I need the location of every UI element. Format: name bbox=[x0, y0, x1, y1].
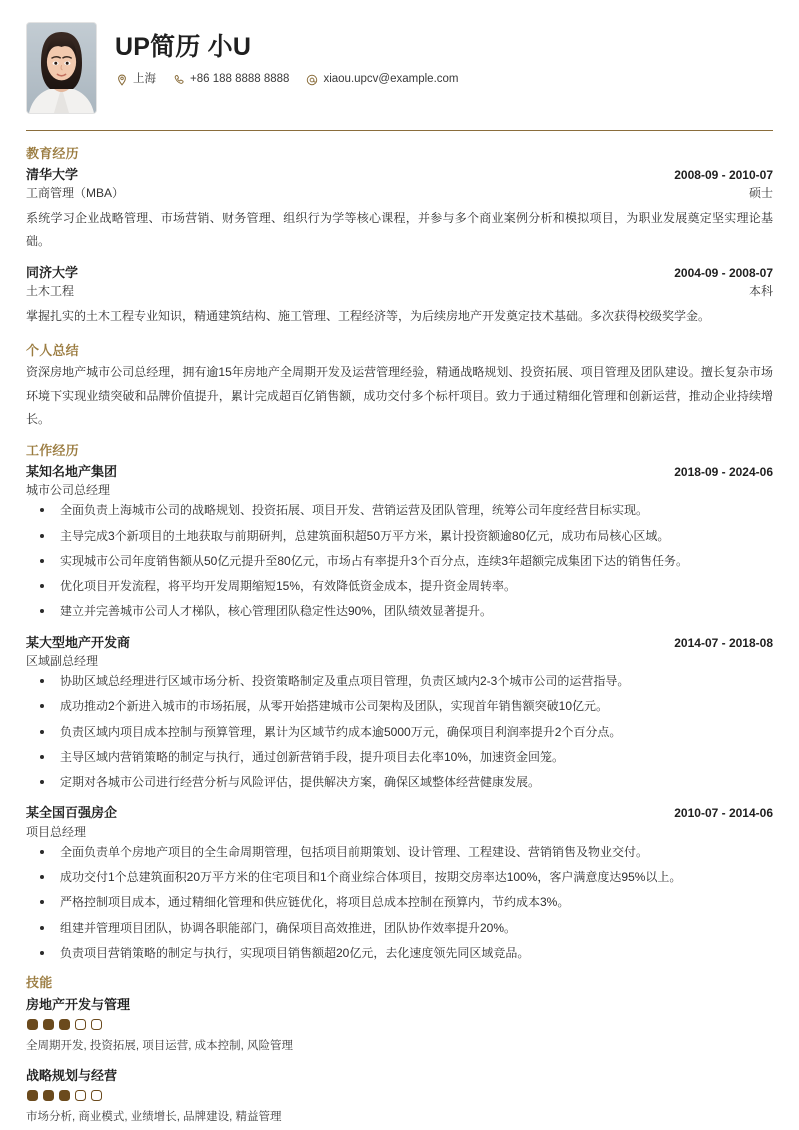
list-item: 成功推动2个新进入城市的市场拓展，从零开始搭建城市公司架构及团队，实现首年销售额突破10亿元。 bbox=[26, 697, 773, 715]
education-degree: 硕士 bbox=[748, 186, 773, 201]
skill-rating bbox=[27, 1019, 773, 1030]
work-role: 项目总经理 bbox=[26, 824, 87, 839]
education-major: 工商管理（MBA） bbox=[26, 186, 125, 201]
list-item: 成功交付1个总建筑面积20万平方米的住宅项目和1个商业综合体项目，按期交房率达100%，客户满意度达95%以上。 bbox=[26, 868, 773, 886]
skill-block bbox=[26, 994, 773, 1055]
email-at-icon bbox=[305, 74, 318, 87]
contact-phone-text: +86 188 8888 8888 bbox=[190, 73, 290, 86]
skill-name: 战略规划与经营 bbox=[26, 1068, 118, 1084]
skill-dot-empty bbox=[91, 1019, 102, 1030]
list-item: 负责区域内项目成本控制与预算管理，累计为区域节约成本逾5000万元，确保项目利润率提升2个百分点。 bbox=[26, 723, 773, 741]
work-entry bbox=[26, 803, 773, 962]
contact-email-text: xiaou.upcv@example.com bbox=[323, 73, 459, 86]
list-item: 协助区域总经理进行区域市场分析、投资策略制定及重点项目管理，负责区域内2-3个城市公司的运营指导。 bbox=[26, 672, 773, 690]
phone-icon bbox=[172, 74, 185, 87]
section-title-education: 教育经历 bbox=[26, 146, 79, 161]
work-bullet-list bbox=[26, 501, 773, 620]
work-entry bbox=[26, 462, 773, 621]
avatar bbox=[26, 22, 97, 114]
section-title-work: 工作经历 bbox=[26, 443, 79, 459]
contact-location bbox=[115, 74, 156, 87]
skill-dot-filled bbox=[27, 1019, 38, 1030]
list-item: 建立并完善城市公司人才梯队，核心管理团队稳定性达90%，团队绩效显著提升。 bbox=[26, 602, 773, 620]
work-company: 某大型地产开发商 bbox=[26, 634, 131, 650]
education-date: 2004-09 - 2008-07 bbox=[674, 265, 773, 280]
list-item: 全面负责上海城市公司的战略规划、投资拓展、项目开发、营销运营及团队管理，统筹公司年度经营目标实现。 bbox=[26, 501, 773, 519]
skill-dot-empty bbox=[75, 1019, 86, 1030]
contact-email bbox=[305, 74, 458, 87]
work-date: 2018-09 - 2024-06 bbox=[674, 464, 773, 479]
header-divider bbox=[26, 130, 773, 131]
contact-location-text: 上海 bbox=[133, 73, 156, 86]
education-date: 2008-09 - 2010-07 bbox=[674, 167, 773, 182]
list-item: 实现城市公司年度销售额从50亿元提升至80亿元，市场占有率提升3个百分点，连续3年超额完成集团下达的销售任务。 bbox=[26, 552, 773, 570]
section-title-summary: 个人总结 bbox=[26, 342, 79, 358]
section-education bbox=[26, 145, 773, 329]
skill-dot-filled bbox=[43, 1019, 54, 1030]
list-item: 组建并管理项目团队，协调各职能部门，确保项目高效推进，团队协作效率提升20%。 bbox=[26, 919, 773, 937]
skill-dot-empty bbox=[75, 1090, 86, 1101]
list-item: 主导完成3个新项目的土地获取与前期研判，总建筑面积超50万平方米，累计投资额逾80亿元，成功布局核心区域。 bbox=[26, 527, 773, 545]
education-description: 系统学习企业战略管理、市场营销、财务管理、组织行为学等核心课程，并参与多个商业案例分析和模拟项目，为职业发展奠定坚实理论基础。 bbox=[26, 211, 773, 249]
resume-header bbox=[26, 0, 773, 124]
skill-block bbox=[26, 1065, 773, 1126]
skill-dot-filled bbox=[59, 1019, 70, 1030]
identity-block bbox=[97, 22, 773, 87]
skill-dot-filled bbox=[27, 1090, 38, 1101]
work-entry bbox=[26, 633, 773, 792]
work-role: 区域副总经理 bbox=[26, 654, 99, 669]
education-entry bbox=[26, 165, 773, 254]
skill-dot-empty bbox=[91, 1090, 102, 1101]
location-pin-icon bbox=[115, 74, 128, 87]
list-item: 定期对各城市公司进行经营分析与风险评估，提供解决方案，确保区域整体经营健康发展。 bbox=[26, 773, 773, 791]
education-degree: 本科 bbox=[748, 284, 773, 299]
work-role: 城市公司总经理 bbox=[26, 483, 111, 498]
contact-phone bbox=[172, 74, 289, 87]
section-skills bbox=[26, 974, 773, 1127]
list-item: 严格控制项目成本，通过精细化管理和供应链优化，将项目总成本控制在预算内，节约成本3%。 bbox=[26, 893, 773, 911]
page-title: UP简历 小U bbox=[115, 33, 252, 61]
list-item: 主导区域内营销策略的制定与执行，通过创新营销手段，提升项目去化率10%，加速资金回笼。 bbox=[26, 748, 773, 766]
education-school: 清华大学 bbox=[26, 166, 79, 182]
work-bullet-list bbox=[26, 843, 773, 962]
section-summary bbox=[26, 342, 773, 432]
skill-keywords: 市场分析, 商业模式, 业绩增长, 品牌建设, 精益管理 bbox=[26, 1111, 282, 1124]
contact-row bbox=[115, 74, 773, 87]
skill-name: 房地产开发与管理 bbox=[26, 996, 131, 1012]
education-description: 掌握扎实的土木工程专业知识，精通建筑结构、施工管理、工程经济等，为后续房地产开发奠定技术基础。多次获得校级奖学金。 bbox=[26, 309, 711, 324]
education-school: 同济大学 bbox=[26, 264, 79, 280]
work-date: 2014-07 - 2018-08 bbox=[674, 635, 773, 650]
section-title-skills: 技能 bbox=[26, 975, 53, 990]
list-item: 负责项目营销策略的制定与执行，实现项目销售额超20亿元，去化速度领先同区域竞品。 bbox=[26, 944, 773, 962]
work-date: 2010-07 - 2014-06 bbox=[674, 806, 773, 821]
list-item: 全面负责单个房地产项目的全生命周期管理，包括项目前期策划、设计管理、工程建设、营销销售及物业交付。 bbox=[26, 843, 773, 861]
skill-keywords: 全周期开发, 投资拓展, 项目运营, 成本控制, 风险管理 bbox=[26, 1039, 294, 1052]
section-work bbox=[26, 442, 773, 962]
work-company: 某知名地产集团 bbox=[26, 463, 118, 479]
summary-text: 资深房地产城市公司总经理，拥有逾15年房地产全周期开发及运营管理经验，精通战略规划、投资拓展、项目管理及团队建设。擅长复杂市场环境下实现业绩突破和品牌价值提升，累计完成超百亿销售额，成功交付多个标杆项目。致力于通过精细化管理和创新运营，推动企业持续增长。 bbox=[26, 365, 773, 427]
work-bullet-list bbox=[26, 672, 773, 791]
list-item: 优化项目开发流程，将平均开发周期缩短15%，有效降低资金成本，提升资金周转率。 bbox=[26, 577, 773, 595]
skill-rating bbox=[27, 1090, 773, 1101]
work-company: 某全国百强房企 bbox=[26, 805, 118, 821]
education-major: 土木工程 bbox=[26, 284, 75, 299]
skill-dot-filled bbox=[59, 1090, 70, 1101]
education-entry bbox=[26, 263, 773, 329]
skill-dot-filled bbox=[43, 1090, 54, 1101]
